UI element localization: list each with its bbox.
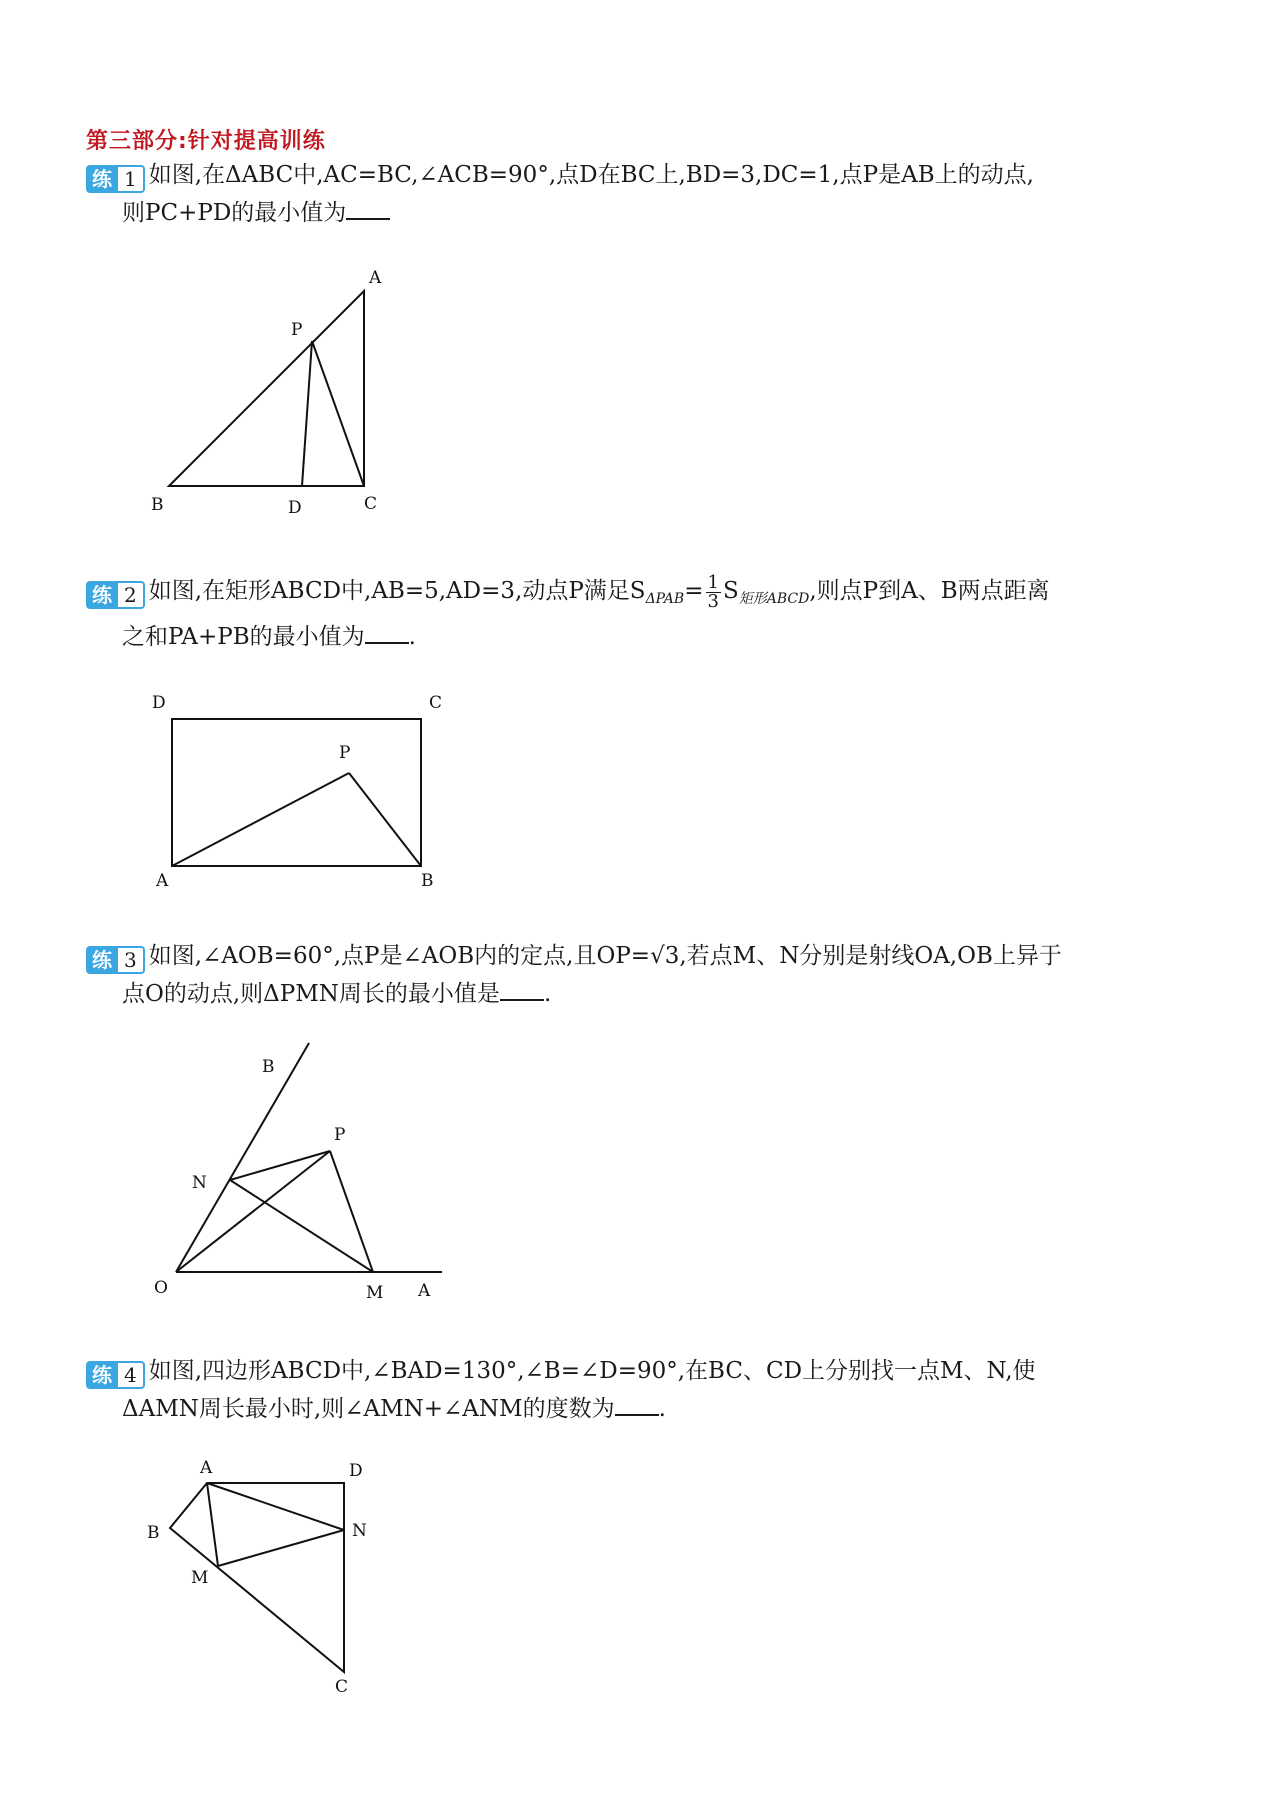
equals-sign: = [684,578,704,604]
label-a: A [156,871,169,891]
fraction-one-third: $\frac{1}{3}$ [707,571,719,612]
label-a: A [418,1281,431,1301]
practice-badge: 练 3 [86,941,145,969]
label-m: M [191,1568,209,1588]
label-a: A [200,1458,213,1478]
problem-4-text-1: 如图,四边形ABCD中,∠BAD=130°,∠B=∠D=90°,在BC、CD上分别找一点M、N,使 [148,1358,1036,1384]
segment-an [207,1483,344,1530]
label-p: P [291,320,303,340]
label-p: P [334,1125,346,1145]
label-p: P [339,743,351,763]
label-o: O [154,1278,168,1298]
section-title: 第三部分:针对提高训练 [86,129,326,154]
label-b: B [151,495,164,515]
label-c: C [429,693,443,713]
problem-2-line-2: 之和PA+PB的最小值为 . [86,618,1206,656]
problem-4-text-2: ΔAMN周长最小时,则∠AMN+∠ANM的度数为 [122,1396,615,1422]
practice-badge: 练 2 [86,576,145,604]
label-d: D [288,498,302,518]
problem-3-line-2: 点O的动点,则ΔPMN周长的最小值是 . [86,975,1206,1013]
label-a: A [369,268,382,288]
problem-2-text-2: 之和PA+PB的最小值为 [122,624,365,650]
problem-2-text-1b: ,则点P到A、B两点距离 [809,578,1050,604]
problem-2-text-1a: 如图,在矩形ABCD中,AB=5,AD=3,动点P满足S [148,578,646,604]
problem-4-line-2: ΔAMN周长最小时,则∠AMN+∠ANM的度数为 . [86,1390,1206,1428]
practice-badge: 练 1 [86,160,145,188]
problem-3-text-1: 如图,∠AOB=60°,点P是∠AOB内的定点,且OP=√3,若点M、N分别是射线OA,OB上异于 [148,943,1062,969]
practice-badge: 练 4 [86,1356,145,1384]
problem-1-text-2: 则PC+PD的最小值为 [122,200,347,226]
label-d: D [152,693,166,713]
label-b: B [421,871,434,891]
label-n: N [192,1173,207,1193]
label-c: C [364,494,378,514]
problem-1-text-1: 如图,在ΔABC中,AC=BC,∠ACB=90°,点D在BC上,BD=3,DC=1,点P是AB上的动点, [148,162,1034,188]
label-c: C [335,1677,349,1697]
label-n: N [352,1521,367,1541]
subscript-pab: ΔPAB [645,591,685,607]
label-d: D [349,1461,363,1481]
segment-am [207,1483,218,1566]
subscript-rect: 矩形ABCD [738,591,810,607]
area-symbol: S [722,578,739,604]
label-b: B [147,1523,160,1543]
problem-3-text-2: 点O的动点,则ΔPMN周长的最小值是 [122,981,500,1007]
label-b: B [262,1057,275,1077]
segment-mn [218,1530,344,1566]
label-m: M [366,1283,384,1303]
